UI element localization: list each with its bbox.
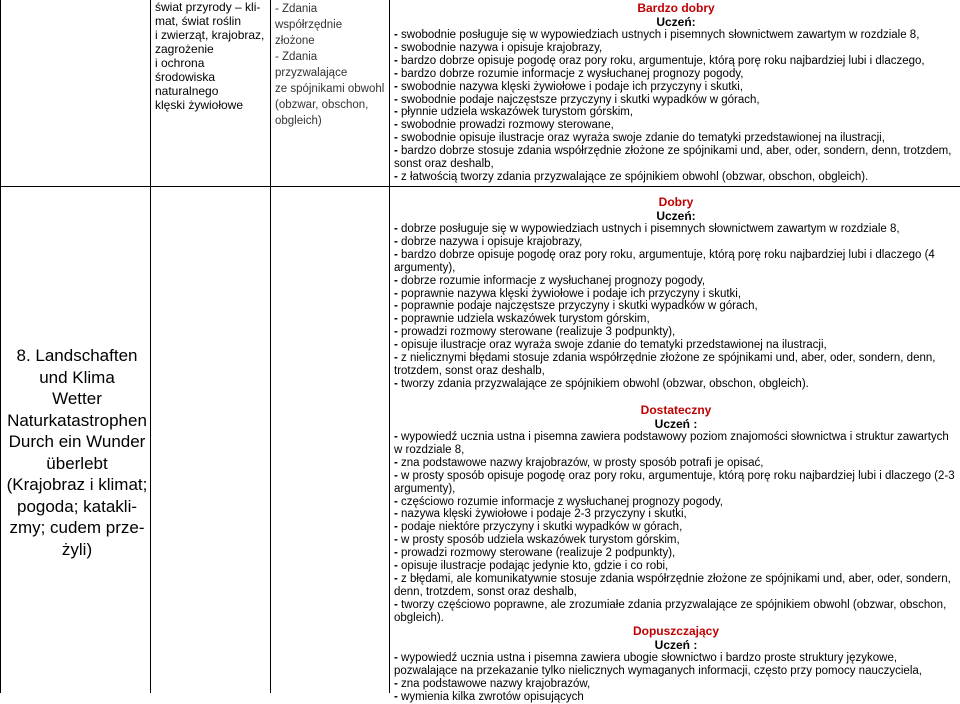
criteria-item: - opisuje ilustracje podając jedynie kto, gdzie i co robi, [394,560,669,573]
chapter-title-line: Wetter [52,389,102,408]
criteria-item: - z błędami, ale komunikatywnie stosuje zdania współrzędnie złożone ze spójnikami und, aber, oder, sondern, denn, trotzdem, sonst oraz deshalb, [394,572,951,598]
criteria-item: - poprawnie nazywa klęski żywiołowe i podaje ich przyczyny i skutki, [394,287,742,300]
criteria-item: - zna podstawowe nazwy krajobrazów, w prosty sposób potrafi je opisać, [394,456,764,469]
criteria-item: - płynnie udziela wskazówek turystom górskim, [394,106,634,119]
criteria-item: - poprawnie podaje najczęstsze przyczyny i skutki wypadków w górach, [394,300,758,313]
criteria-item: - swobodnie opisuje ilustracje oraz wyraża swoje zdanie do tematyki przedstawionej na ilustracji, [394,132,885,145]
column-divider-2 [270,0,271,693]
criteria-item: - swobodnie nazywa klęski żywiołowe i podaje ich przyczyny i skutki, [394,80,743,93]
chapter-title [3,345,151,560]
grade-subtitle: Uczeń: [656,15,696,29]
criteria-item: - bardzo dobrze opisuje pogodę oraz pory roku, argumentuje, którą porę roku najbardziej lubi i dlaczego, [394,54,925,67]
grammar-line: - Zdania przyzwalające [275,51,348,79]
grade-subtitle: Uczeń: [656,209,696,223]
criteria-item: - w prosty sposób opisuje pogodę oraz pory roku, argumentuje, którą porę roku najbardziej lubi i dlaczego (2-3 argumenty), [394,469,955,495]
chapter-title-line: Naturkatastrophen [7,410,147,430]
criteria-item: - wypowiedź ucznia ustna i pisemna zawiera ubogie słownictwo i bardzo proste struktury językowe, pozwalające na przekazanie tylko nielicznych wymaganych informacji, często przy pomocy nauczyciela, [394,652,922,677]
criteria-item: - z łatwością tworzy zdania przyzwalające ze spójnikiem obwohl (obzwar, obschon, obgleich). [394,170,869,183]
topic-description-line: naturalnego [155,84,219,98]
criteria-item: - bardzo dobrze opisuje pogodę oraz pory roku, argumentuje, którą porę roku najbardziej lubi i dlaczego (4 argumenty), [394,248,935,274]
criteria-item: - dobrze rozumie informacje z wysłuchanej prognozy pogody, [394,274,706,287]
grade-title: Dostateczny [640,403,712,417]
criteria-item: - swobodnie nazywa i opisuje krajobrazy, [394,41,603,54]
criteria-item: - bardzo dobrze stosuje zdania współrzędnie złożone ze spójnikami und, aber, oder, sondern, denn, trotzdem, sonst oraz deshalb, [394,145,952,171]
grammar-line: ze spójnikami obwohl [275,83,385,95]
column-divider-3 [389,0,390,693]
topic-description-line: i ochrona środowiska [155,56,216,84]
grammar-line: (obzwar, obschon, [275,99,369,111]
criteria-item: - prowadzi rozmowy sterowane (realizuje 3 podpunkty), [394,326,676,339]
table-border-left [0,0,1,693]
criteria-item: - bardzo dobrze rozumie informacje z wysłuchanej prognozy pogody, [394,67,744,80]
grammar-line: obgleich) [275,115,322,127]
topic-description-line: świat przyrody – kli- [155,0,261,14]
grammar-description [275,1,385,129]
topic-description [155,0,265,112]
criteria-item: - podaje niektóre przyczyny i skutki wypadków w górach, [394,521,683,534]
criteria-item: - wypowiedź ucznia ustna i pisemna zawiera podstawowy poziom znajomości słownictwa i struktur zawartych w rozdziale 8, [394,431,949,456]
chapter-title-line: zmy; cudem prze- [9,518,145,537]
chapter-title-line: Durch ein Wunder [8,432,146,451]
criteria-item: - prowadzi rozmowy sterowane (realizuje 2 podpunkty), [394,547,676,560]
criteria-item: - tworzy zdania przyzwalające ze spójnikiem obwohl (obzwar, obschon, obgleich). [394,377,809,390]
topic-description-line: zagrożenie [155,42,214,56]
grammar-line: - Zdania współrzędnie [275,3,343,31]
criteria-item: - tworzy częściowo poprawne, ale zrozumiałe zdania przyzwalające ze spójnikiem obwohl (obzwar, obschon, obgleich). [394,598,947,624]
criteria-item: - w prosty sposób udziela wskazówek turystom górskim, [394,534,680,547]
grade-section-very-good [394,1,958,184]
topic-description-line: i zwierząt, krajobraz, [155,28,265,42]
criteria-item: - poprawnie udziela wskazówek turystom górskim, [394,313,650,326]
criteria-item: - swobodnie posługuje się w wypowiedziach ustnych i pisemnych słownictwem zawartym w rozdziale 8, [394,29,920,41]
chapter-title-line: 8. Landschaften [16,346,138,365]
chapter-title-line: überlebt [46,453,108,473]
criteria-item: - swobodnie prowadzi rozmowy sterowane, [394,119,614,132]
grade-section-sufficient [394,624,958,704]
grade-subtitle: Uczeń : [654,638,698,652]
chapter-title-line: und Klima [39,367,115,387]
grammar-line: złożone [275,35,315,47]
criteria-item: - wymienia kilka zwrotów opisujących [394,690,584,703]
row-divider [0,186,960,187]
criteria-item: - dobrze posługuje się w wypowiedziach ustnych i pisemnych słownictwem zawartym w rozdziale 8, [394,223,900,235]
grade-title: Dobry [658,195,694,209]
chapter-title-line: żyli) [61,539,93,559]
topic-description-line: mat, świat roślin [155,14,242,28]
criteria-item: - z nielicznymi błędami stosuje zdania współrzędnie złożone ze spójnikami und, aber, oder, sondern, denn, trotzdem, sonst oraz deshalb, [394,352,936,377]
chapter-title-line: pogoda; katakli- [16,496,138,516]
topic-description-line: klęski żywiołowe [155,98,244,112]
criteria-item: - swobodnie podaje najczęstsze przyczyny i skutki wypadków w górach, [394,93,760,106]
grade-subtitle: Uczeń : [654,417,698,431]
grade-title: Bardzo dobry [637,1,715,15]
grade-section-satisfactory [394,403,958,625]
criteria-item: - nazywa klęski żywiołowe i podaje 2-3 przyczyny i skutki, [394,508,687,521]
criteria-item: - częściowo rozumie informacje z wysłuchanej prognozy pogody, [394,495,723,508]
chapter-title-line: (Krajobraz i klimat; [6,475,148,494]
grade-section-good [394,195,958,391]
criteria-item: - zna podstawowe nazwy krajobrazów, [394,677,591,690]
criteria-item: - dobrze nazywa i opisuje krajobrazy, [394,235,583,248]
grade-title: Dopuszczający [632,624,720,638]
criteria-item: - opisuje ilustracje oraz wyraża swoje zdanie do tematyki przedstawionej na ilustracji, [394,339,827,352]
